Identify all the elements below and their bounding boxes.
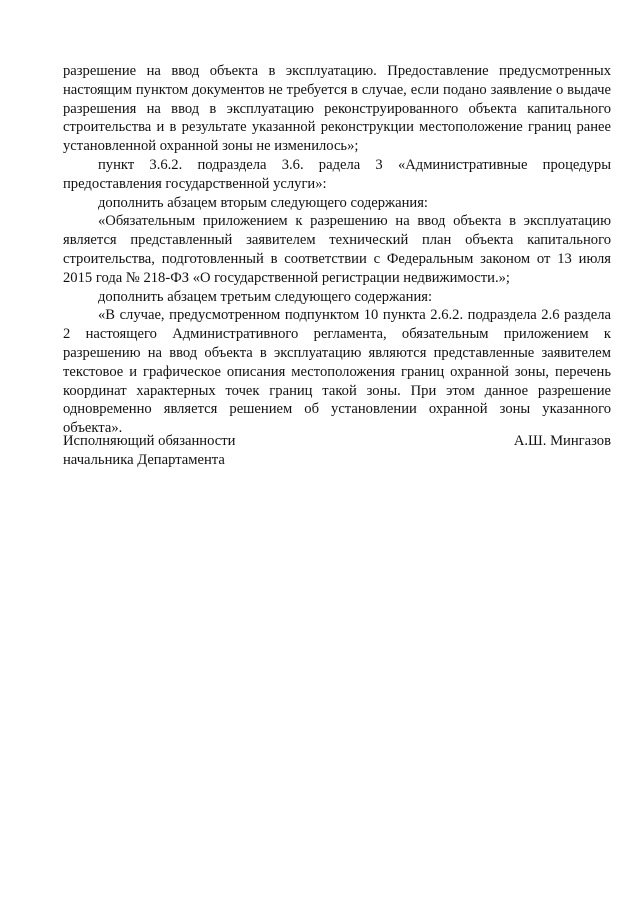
paragraph-continuation: разрешение на ввод объекта в эксплуатацию. Предоставление предусмотренных настоящим пунктом документов не требуется в случае, если подано заявление о выдаче разрешения на ввод в эксплуатацию реконструированного объекта капитального строительства и в результате указанной реконструкции местоположение границ ранее установленной охранной зоны не изменилось»; [63, 63, 611, 155]
signature-position-line2: начальника Департамента [63, 451, 225, 468]
paragraph-quote-third: «В случае, предусмотренном подпунктом 10 пункта 2.6.2. подраздела 2.6 раздела 2 настоящего Административного регламента, обязательным приложением к разрешению на ввод объекта в эксплуатацию являются представленные заявителем текстовое и графическое описания местоположения границ охранной зоны, перечень координат характерных точек границ такой зоны. При этом данное разрешение одновременно является решением об установлении охранной зоны указанного объекта». [63, 307, 611, 437]
document-body [63, 62, 611, 438]
signature-position-line1: Исполняющий обязанности [63, 433, 236, 449]
signature-name: А.Ш. Мингазов [513, 433, 611, 449]
paragraph-clause-3-6-2: пункт 3.6.2. подраздела 3.6. радела 3 «Административные процедуры предоставления государственной услуги»: [63, 156, 611, 192]
paragraph-quote-second: «Обязательным приложением к разрешению на ввод объекта в эксплуатацию является представленный заявителем технический план объекта капитального строительства, подготовленный в соответствии с Федеральным законом от 13 июля 2015 года № 218-ФЗ «О государственной регистрации недвижимости.»; [63, 213, 611, 286]
paragraph-add-second: дополнить абзацем вторым следующего содержания: [98, 194, 428, 211]
paragraph-add-third: дополнить абзацем третьим следующего содержания: [98, 288, 433, 305]
signature-position [63, 432, 235, 470]
